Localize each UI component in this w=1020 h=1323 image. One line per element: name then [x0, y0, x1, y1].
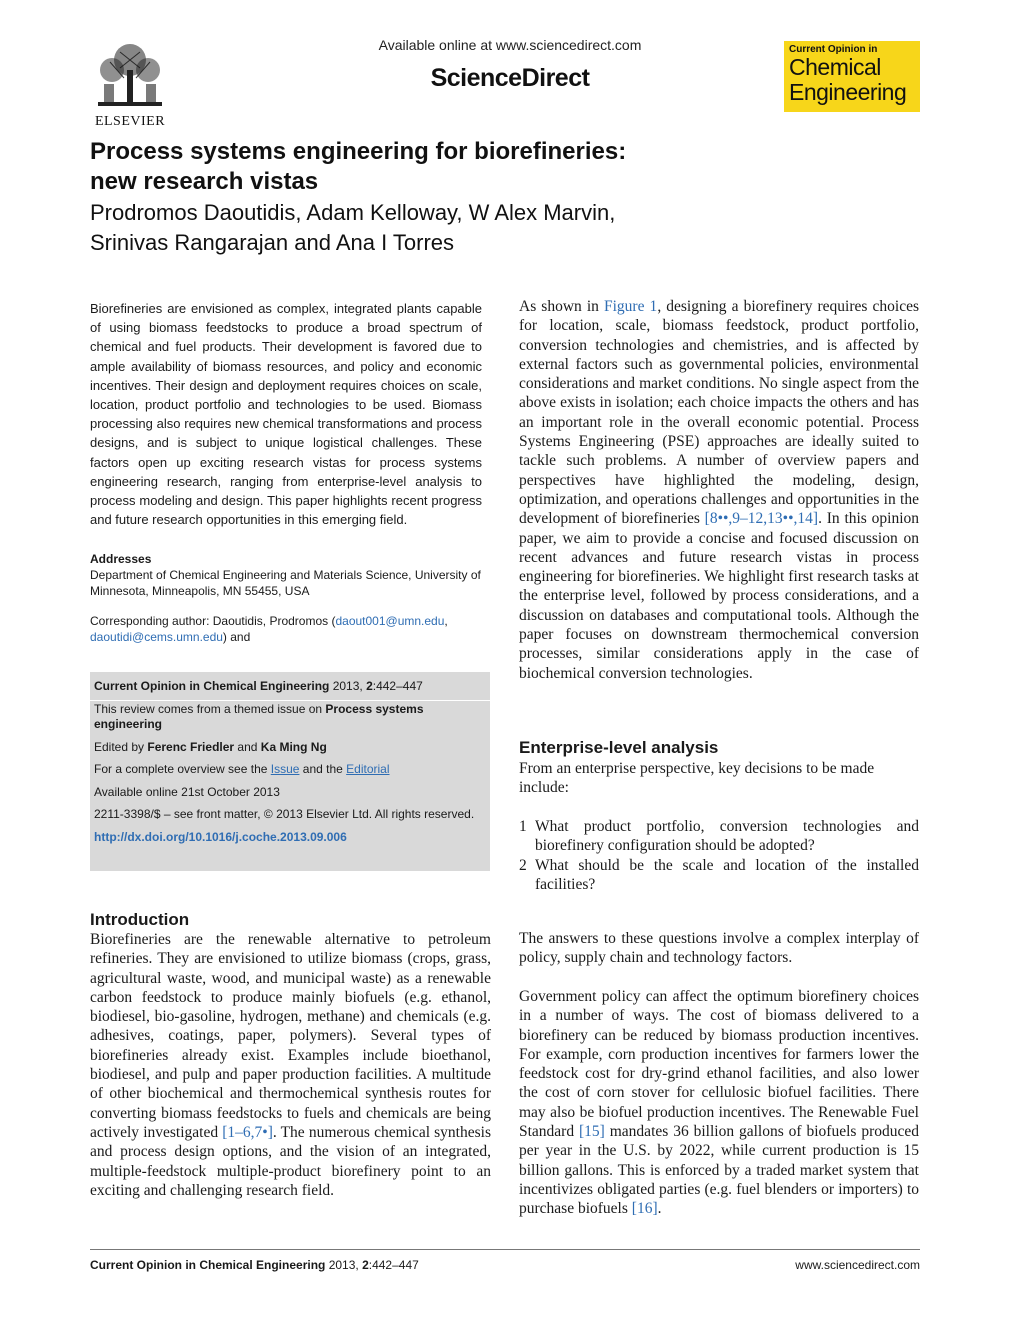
p1-text-a: As shown in [519, 298, 604, 315]
doi-link[interactable]: http://dx.doi.org/10.1016/j.coche.2013.09.006 [94, 829, 347, 844]
footer-cite: 2013, [325, 1258, 363, 1272]
journal-logo [784, 41, 920, 112]
article-info-box [90, 672, 490, 871]
issue-link[interactable]: Issue [270, 762, 300, 776]
right-paragraph-2: From an enterprise perspective, key decisions to be made include: [519, 760, 875, 797]
footer-url[interactable]: www.sciencedirect.com [795, 1258, 920, 1272]
addresses-text: Department of Chemical Engineering and Materials Science, University of Minnesota, Minneapolis, MN 55455, USA [90, 568, 481, 598]
authors-line-2: Srinivas Rangarajan and Ana I Torres [90, 230, 455, 255]
footer-citation [90, 1258, 419, 1272]
available-online[interactable]: Available online at www.sciencedirect.com [378, 37, 642, 53]
p1-text-c: . In this opinion paper, we aim to provide a concise and focused discussion on recent advances and future research vistas in process engineering for biorefineries. We highlight first research tasks at the enterprise level, followed by process considerations, and a discussion on databases and computational tools. Although the paper focuses on downstream thermochemical conversion processes, similar considerations apply in the case of biochemical conversion technologies. [519, 510, 919, 682]
info-edited-prefix: Edited by [94, 739, 148, 754]
question-text: What product portfolio, conversion technologies and biorefinery configuration should be adopted? [535, 818, 919, 855]
corresponding-suffix: ) and [222, 629, 251, 644]
p1-text-b: , designing a biorefinery requires choices for location, scale, biomass feedstock, product portfolio, conversion technologies and chemistries, and is affected by external factors such as governmental policies, environmental considerations and market conditions. No single aspect from the above exists in isolation; each choice impacts the others and has an important role in the overall economic potential. Process Systems Engineering (PSE) approaches are ideally suited to tackle such problems. A number of overview papers and perspectives have highlighted the modeling, design, optimization, and operations challenges and opportunities in the development of biorefineries [519, 298, 919, 528]
title-line-1: Process systems engineering for biorefineries: [90, 138, 627, 165]
info-edited-and: and [234, 739, 261, 754]
intro-ref-link[interactable]: [1–6,7•] [222, 1123, 273, 1141]
authors-line-1: Prodromos Daoutidis, Adam Kelloway, W Alex Marvin, [90, 200, 616, 225]
info-overview [94, 762, 486, 778]
journal-logo-top: Current Opinion in [789, 44, 878, 55]
info-copyright: 2211-3398/$ – see front matter, © 2013 Elsevier Ltd. All rights reserved. [94, 807, 475, 821]
question-number: 2 [519, 857, 527, 874]
editorial-link[interactable]: Editorial [346, 762, 390, 776]
title-line-2: new research vistas [90, 168, 319, 195]
p4-ref-link-2[interactable]: [16] [631, 1200, 658, 1218]
abstract: Biorefineries are envisioned as complex, integrated plants capable of using biomass feedstocks to produce a broad spectrum of chemical and fuel products. Their development is favored due to ample availability of biomass resources, and policy and economic incentives. Their design and deployment requires choices on scale, location, product portfolio and technologies to be used. Biomass processing also requires new chemical transformations and process designs, and is subject to unique logistical challenges. These factors open up exciting research vistas for process systems engineering research, ranging from enterprise-level analysis to process modeling and design. This paper highlights recent progress and future research opportunities in this emerging field. [90, 301, 482, 528]
corresponding-sep: , [444, 614, 448, 628]
question-text: What should be the scale and location of the installed facilities? [535, 857, 919, 894]
question-item-2 [519, 856, 919, 895]
article-authors [90, 198, 750, 258]
intro-text-a: Biorefineries are the renewable alternative to petroleum refineries. They are envisioned to utilize biomass (crops, grass, agricultural waste, wood, and municipal waste) as a renewable carbon feedstock to produce mainly biofuels (e.g. ethanol, biodiesel, bio-gasoline, hydrogen, methane) and chemicals (e.g. adhesives, coatings, paper, polymers). Several types of biorefineries already exist. Examples include bioethanol, biodiesel, and pulp and paper production facilities. A multitude of other biochemical and thermochemical synthesis routes for converting biomass feedstocks to fuels and chemicals are being actively investigated [90, 931, 491, 1141]
p4-text-a: Government policy can affect the optimum biorefinery choices in a number of ways. The cost of biomass delivered to a biorefinery can be reduced by biomass production incentives. For example, corn production incentives for farmers lower the feedstock cost for dry-grind ethanol facilities, and also lower the cost of corn stover for cellulosic biofuel facilities. There may also be biofuel production incentives. The Renewable Fuel Standard [519, 988, 919, 1141]
info-journal [94, 679, 486, 695]
addresses-heading: Addresses [90, 552, 152, 566]
intro-text-b: . The numerous chemical synthesis and process design options, and the vision of an integrated, multiple-feedstock multiple-product biorefinery point to an exciting and challenging research field. [90, 1123, 491, 1199]
p4-ref-link-1[interactable]: [15] [579, 1123, 605, 1141]
info-doi [94, 830, 486, 846]
info-divider [90, 700, 490, 701]
right-paragraph-4 [519, 987, 919, 1219]
email-link-2[interactable]: daoutidi@cems.umn.edu [90, 629, 223, 644]
footer-journal: Current Opinion in Chemical Engineering [90, 1258, 326, 1272]
info-themed-topic: Process systems engineering [94, 701, 424, 731]
elsevier-logo [90, 40, 170, 128]
footer-divider [90, 1249, 920, 1250]
info-journal-name: Current Opinion in Chemical Engineering [94, 679, 330, 693]
corresponding-prefix: Corresponding author: Daoutidis, Prodromos ( [90, 614, 336, 628]
info-themed [94, 702, 486, 733]
info-editor-2: Ka Ming Ng [260, 739, 327, 754]
right-paragraph-3: The answers to these questions involve a complex interplay of policy, supply chain and technology factors. [519, 930, 919, 967]
journal-logo-line1: Chemical [789, 54, 881, 80]
p4-text-b: mandates 36 billion gallons of biofuels produced per year in the U.S. by 2022, while current production is 15 billion gallons. This is enforced by a traded market system that incentivizes obligated parties (e.g. fuel blenders or importers) to purchase biofuels [519, 1123, 919, 1218]
figure-1-link[interactable]: Figure 1 [604, 298, 658, 315]
publisher-name: ELSEVIER [94, 114, 166, 129]
enterprise-heading: Enterprise-level analysis [519, 738, 719, 757]
info-available: Available online 21st October 2013 [94, 784, 280, 799]
footer-vol: 2 [362, 1258, 369, 1272]
info-journal-vol: 2 [366, 679, 373, 693]
question-number: 1 [519, 818, 527, 835]
info-overview-and: and the [299, 762, 347, 776]
elsevier-tree-icon [90, 40, 170, 112]
info-overview-prefix: For a complete overview see the [94, 762, 271, 776]
info-journal-pages: :442–447 [372, 679, 423, 693]
introduction-heading: Introduction [90, 910, 190, 929]
footer-pages: :442–447 [368, 1258, 419, 1272]
question-item-1 [519, 817, 919, 856]
email-link-1[interactable]: daout001@umn.edu [335, 614, 445, 628]
info-themed-prefix: This review comes from a themed issue on [94, 701, 326, 716]
sciencedirect-brand[interactable]: ScienceDirect [430, 64, 590, 92]
introduction-text [90, 930, 491, 1200]
p1-ref-link[interactable]: [8••,9–12,13••,14] [704, 510, 819, 528]
p4-text-c: . [657, 1200, 662, 1218]
info-journal-cite: 2013, [329, 679, 367, 693]
right-paragraph-1 [519, 297, 919, 683]
journal-logo-line2: Engineering [789, 79, 907, 105]
info-edited [94, 740, 486, 756]
article-title [90, 137, 730, 197]
info-editor-1: Ferenc Friedler [147, 739, 235, 754]
corresponding-author [90, 614, 490, 645]
